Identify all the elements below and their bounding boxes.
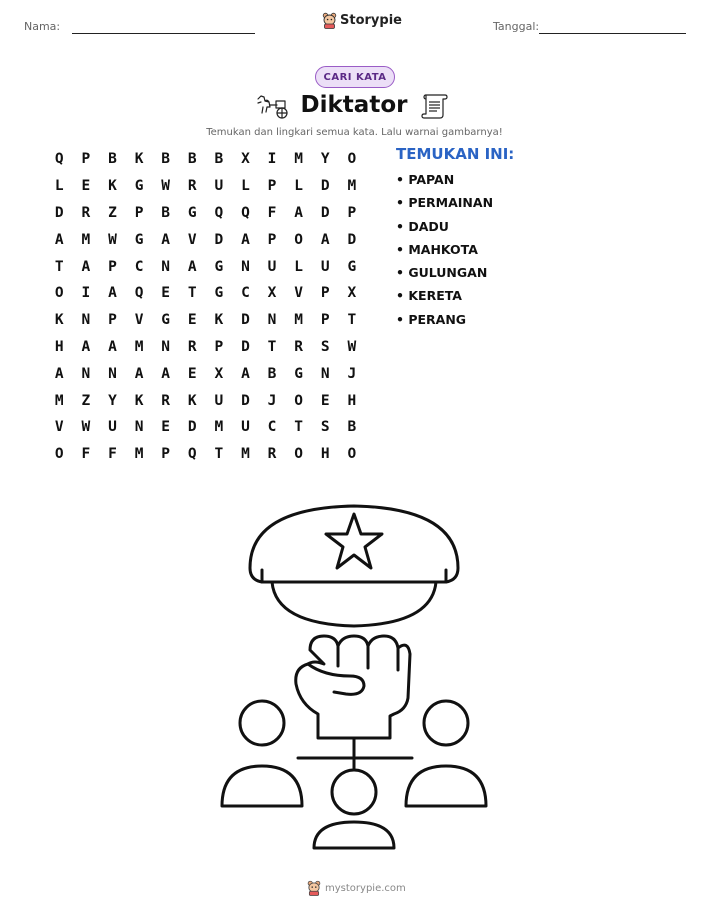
grid-letter[interactable]: P [214,338,224,355]
grid-letter[interactable]: A [161,231,171,248]
grid-letter[interactable]: G [294,365,303,382]
date-line [539,33,686,34]
grid-row [46,146,366,173]
grid-letter[interactable]: P [267,178,277,195]
grid-letter[interactable]: R [81,204,91,221]
grid-letter[interactable]: B [161,151,171,168]
person-right-head [424,701,468,745]
grid-letter[interactable]: T [347,312,357,329]
grid-letter[interactable]: X [214,365,224,382]
person-left-head [240,701,284,745]
grid-letter[interactable]: K [108,178,117,195]
grid-letter[interactable]: B [214,151,224,168]
grid-letter[interactable]: E [161,419,171,436]
grid-letter[interactable]: G [187,204,197,221]
grid-letter[interactable]: R [187,338,197,355]
grid-letter[interactable]: Z [108,204,117,221]
grid-row [46,441,366,468]
cap-visor [272,582,436,626]
grid-letter[interactable]: N [320,365,330,382]
name-label: Nama: [24,20,61,33]
grid-letter[interactable]: P [108,312,117,329]
grid-letter[interactable]: A [187,258,197,275]
brand-logo [322,12,402,29]
grid-letter[interactable]: V [54,419,64,436]
grid-letter[interactable]: W [161,178,171,195]
grid-letter[interactable]: T [54,258,64,275]
word-search-grid [46,146,366,468]
grid-letter[interactable]: D [214,231,224,248]
grid-letter[interactable]: T [267,338,277,355]
grid-letter[interactable]: W [108,231,117,248]
grid-letter[interactable]: G [347,258,357,275]
word-list-item: • MAHKOTA [396,241,478,257]
word-list-title: TEMUKAN INI: [396,145,515,163]
grid-letter[interactable]: M [81,231,91,248]
star-icon [326,514,382,568]
word-list-item: • DADU [396,218,449,234]
grid-letter[interactable]: M [347,178,357,195]
grid-letter[interactable]: A [108,285,117,302]
grid-letter[interactable]: U [108,419,117,436]
storypie-mascot-icon [322,12,337,29]
grid-letter[interactable]: A [108,338,117,355]
grid-letter[interactable]: A [54,365,64,382]
grid-letter[interactable]: P [320,285,330,302]
grid-letter[interactable]: C [134,258,144,275]
grid-letter[interactable]: L [241,178,250,195]
grid-letter[interactable]: N [161,258,171,275]
grid-row [46,200,366,227]
grid-letter[interactable]: Q [134,285,144,302]
grid-letter[interactable]: Q [241,204,250,221]
grid-letter[interactable]: N [267,312,277,329]
grid-letter[interactable]: N [81,312,91,329]
grid-row [46,173,366,200]
grid-letter[interactable]: Q [214,204,224,221]
grid-letter[interactable]: W [81,419,91,436]
grid-letter[interactable]: G [161,312,171,329]
grid-letter[interactable]: C [241,285,250,302]
grid-letter[interactable]: P [81,151,91,168]
grid-letter[interactable]: E [161,285,171,302]
grid-letter[interactable]: R [161,392,171,409]
person-center-body [314,822,394,848]
grid-letter[interactable]: K [134,392,144,409]
word-list-item: • KERETA [396,288,462,304]
grid-row [46,387,366,414]
grid-letter[interactable]: F [108,446,117,463]
grid-letter[interactable]: E [187,312,197,329]
grid-letter[interactable]: J [267,392,277,409]
grid-letter[interactable]: E [81,178,91,195]
grid-row [46,307,366,334]
grid-letter[interactable]: A [54,231,64,248]
grid-letter[interactable]: A [81,258,91,275]
dictator-cap-fist-people-illustration [214,498,504,858]
grid-letter[interactable]: S [320,338,330,355]
grid-letter[interactable]: T [214,446,224,463]
grid-row [46,253,366,280]
grid-letter[interactable]: S [320,419,330,436]
instructions: Temukan dan lingkari semua kata. Lalu warnai gambarnya! [206,127,503,138]
grid-letter[interactable]: N [241,258,250,275]
grid-letter[interactable]: X [347,285,357,302]
grid-letter[interactable]: A [294,204,303,221]
grid-row [46,226,366,253]
grid-letter[interactable]: H [320,446,330,463]
grid-letter[interactable]: N [134,419,144,436]
grid-letter[interactable]: E [320,392,330,409]
grid-letter[interactable]: O [294,446,303,463]
grid-letter[interactable]: D [241,312,250,329]
name-line [72,33,255,34]
grid-letter[interactable]: P [347,204,357,221]
grid-letter[interactable]: P [134,204,144,221]
grid-row [46,360,366,387]
grid-letter[interactable]: M [214,419,224,436]
page-title: Diktator [300,92,408,118]
grid-letter[interactable]: T [294,419,303,436]
grid-letter[interactable]: P [320,312,330,329]
grid-letter[interactable]: J [347,365,357,382]
grid-letter[interactable]: P [108,258,117,275]
word-list-item: • PERMAINAN [396,195,494,211]
grid-letter[interactable]: A [241,365,250,382]
storypie-mascot-icon [307,880,321,896]
grid-letter[interactable]: Q [187,446,197,463]
grid-letter[interactable]: K [214,312,224,329]
grid-letter[interactable]: D [241,392,250,409]
grid-letter[interactable]: Y [320,151,330,168]
grid-letter[interactable]: F [81,446,91,463]
grid-letter[interactable]: K [134,151,144,168]
grid-letter[interactable]: A [81,338,91,355]
horse-chariot-icon [255,93,291,119]
grid-letter[interactable]: C [267,419,277,436]
grid-letter[interactable]: X [241,151,250,168]
footer-url: mystorypie.com [325,882,406,894]
grid-letter[interactable]: V [294,285,303,302]
grid-letter[interactable]: A [161,365,171,382]
grid-letter[interactable]: H [54,338,64,355]
grid-letter[interactable]: U [241,419,250,436]
grid-letter[interactable]: A [320,231,330,248]
grid-letter[interactable]: B [161,204,171,221]
grid-letter[interactable]: V [134,312,144,329]
grid-letter[interactable]: O [347,151,357,168]
grid-letter[interactable]: D [187,419,197,436]
grid-letter[interactable]: P [161,446,171,463]
grid-letter[interactable]: B [187,151,197,168]
grid-letter[interactable]: I [81,285,91,302]
grid-letter[interactable]: O [294,392,303,409]
grid-letter[interactable]: U [320,258,330,275]
grid-letter[interactable]: M [241,446,250,463]
grid-letter[interactable]: I [267,151,277,168]
grid-letter[interactable]: G [214,258,224,275]
grid-letter[interactable]: U [267,258,277,275]
grid-letter[interactable]: U [214,392,224,409]
person-left-body [222,766,302,806]
grid-letter[interactable]: F [267,204,277,221]
grid-letter[interactable]: G [214,285,224,302]
fist-icon [296,636,410,738]
grid-letter[interactable]: O [294,231,303,248]
grid-letter[interactable]: R [187,178,197,195]
grid-letter[interactable]: P [267,231,277,248]
grid-letter[interactable]: G [134,231,144,248]
grid-letter[interactable]: M [294,312,303,329]
word-list [396,172,493,335]
grid-letter[interactable]: O [347,446,357,463]
grid-row [46,414,366,441]
grid-letter[interactable]: X [267,285,277,302]
date-label: Tanggal: [493,20,540,33]
grid-letter[interactable]: D [241,338,250,355]
grid-letter[interactable]: A [241,231,250,248]
grid-letter[interactable]: H [347,392,357,409]
grid-letter[interactable]: U [214,178,224,195]
grid-letter[interactable]: N [108,365,117,382]
grid-letter[interactable]: Q [54,151,64,168]
grid-letter[interactable]: B [347,419,357,436]
person-center-head [332,770,376,814]
grid-letter[interactable]: M [134,338,144,355]
grid-letter[interactable]: M [54,392,64,409]
person-right-body [406,766,486,806]
grid-letter[interactable]: V [187,231,197,248]
grid-letter[interactable]: Z [81,392,91,409]
grid-letter[interactable]: E [187,365,197,382]
grid-letter[interactable]: N [161,338,171,355]
grid-letter[interactable]: K [187,392,197,409]
grid-letter[interactable]: R [267,446,277,463]
grid-row [46,280,366,307]
grid-letter[interactable]: D [54,204,64,221]
grid-letter[interactable]: D [320,204,330,221]
grid-letter[interactable]: N [81,365,91,382]
cap-band [262,570,446,582]
grid-letter[interactable]: L [54,178,64,195]
grid-letter[interactable]: W [347,338,357,355]
grid-letter[interactable]: L [294,178,303,195]
grid-letter[interactable]: T [187,285,197,302]
grid-letter[interactable]: D [347,231,357,248]
grid-letter[interactable]: D [320,178,330,195]
grid-letter[interactable]: O [54,446,64,463]
grid-letter[interactable]: M [134,446,144,463]
grid-letter[interactable]: R [294,338,303,355]
grid-letter[interactable]: A [134,365,144,382]
word-list-item: • PERANG [396,311,467,327]
word-list-item: • GULUNGAN [396,265,488,281]
grid-letter[interactable]: Y [108,392,117,409]
grid-letter[interactable]: B [108,151,117,168]
grid-letter[interactable]: B [267,365,277,382]
grid-row [46,334,366,361]
grid-letter[interactable]: K [54,312,64,329]
grid-letter[interactable]: L [294,258,303,275]
scroll-icon [420,92,450,120]
grid-letter[interactable]: O [54,285,64,302]
grid-letter[interactable]: G [134,178,144,195]
footer [307,880,406,896]
word-list-item: • PAPAN [396,172,455,187]
brand-name: Storypie [340,13,402,28]
grid-letter[interactable]: M [294,151,303,168]
activity-badge: CARI KATA [315,66,395,88]
